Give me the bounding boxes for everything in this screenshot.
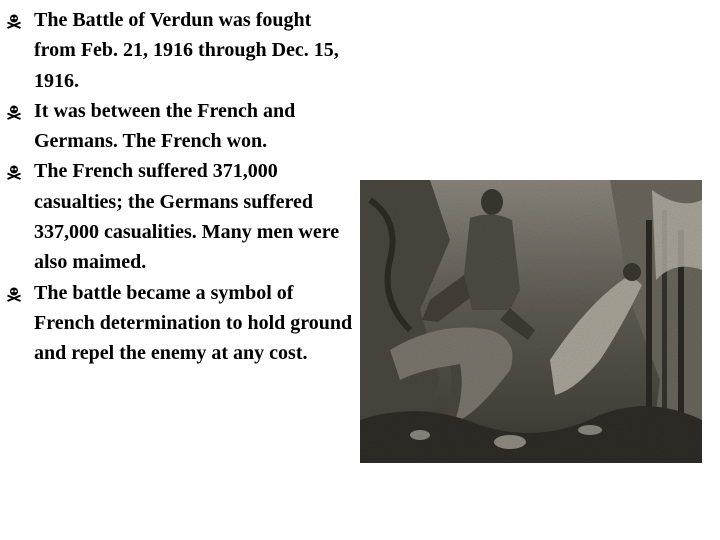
bullet-item bbox=[6, 5, 356, 96]
battlefield-photo bbox=[360, 180, 702, 463]
skull-crossbones-icon bbox=[6, 164, 22, 180]
bullet-text: The battle became a symbol of French determination to hold ground and repel the enemy at any cost. bbox=[34, 281, 353, 365]
skull-crossbones-icon bbox=[6, 286, 22, 302]
skull-crossbones-icon bbox=[6, 13, 22, 29]
bullet-text: It was between the French and Germans. The French won. bbox=[34, 99, 296, 153]
bullet-item bbox=[6, 156, 356, 277]
bullet-item bbox=[6, 278, 356, 369]
bullet-text: The Battle of Verdun was fought from Feb. 21, 1916 through Dec. 15, 1916. bbox=[34, 9, 339, 92]
bullet-list bbox=[6, 5, 356, 369]
skull-crossbones-icon bbox=[6, 104, 22, 120]
bullet-text: The French suffered 371,000 casualties; the Germans suffered 337,000 casualities. Many men were also maimed. bbox=[34, 160, 340, 274]
trench-scene-illustration bbox=[360, 180, 702, 463]
bullet-item bbox=[6, 96, 356, 157]
